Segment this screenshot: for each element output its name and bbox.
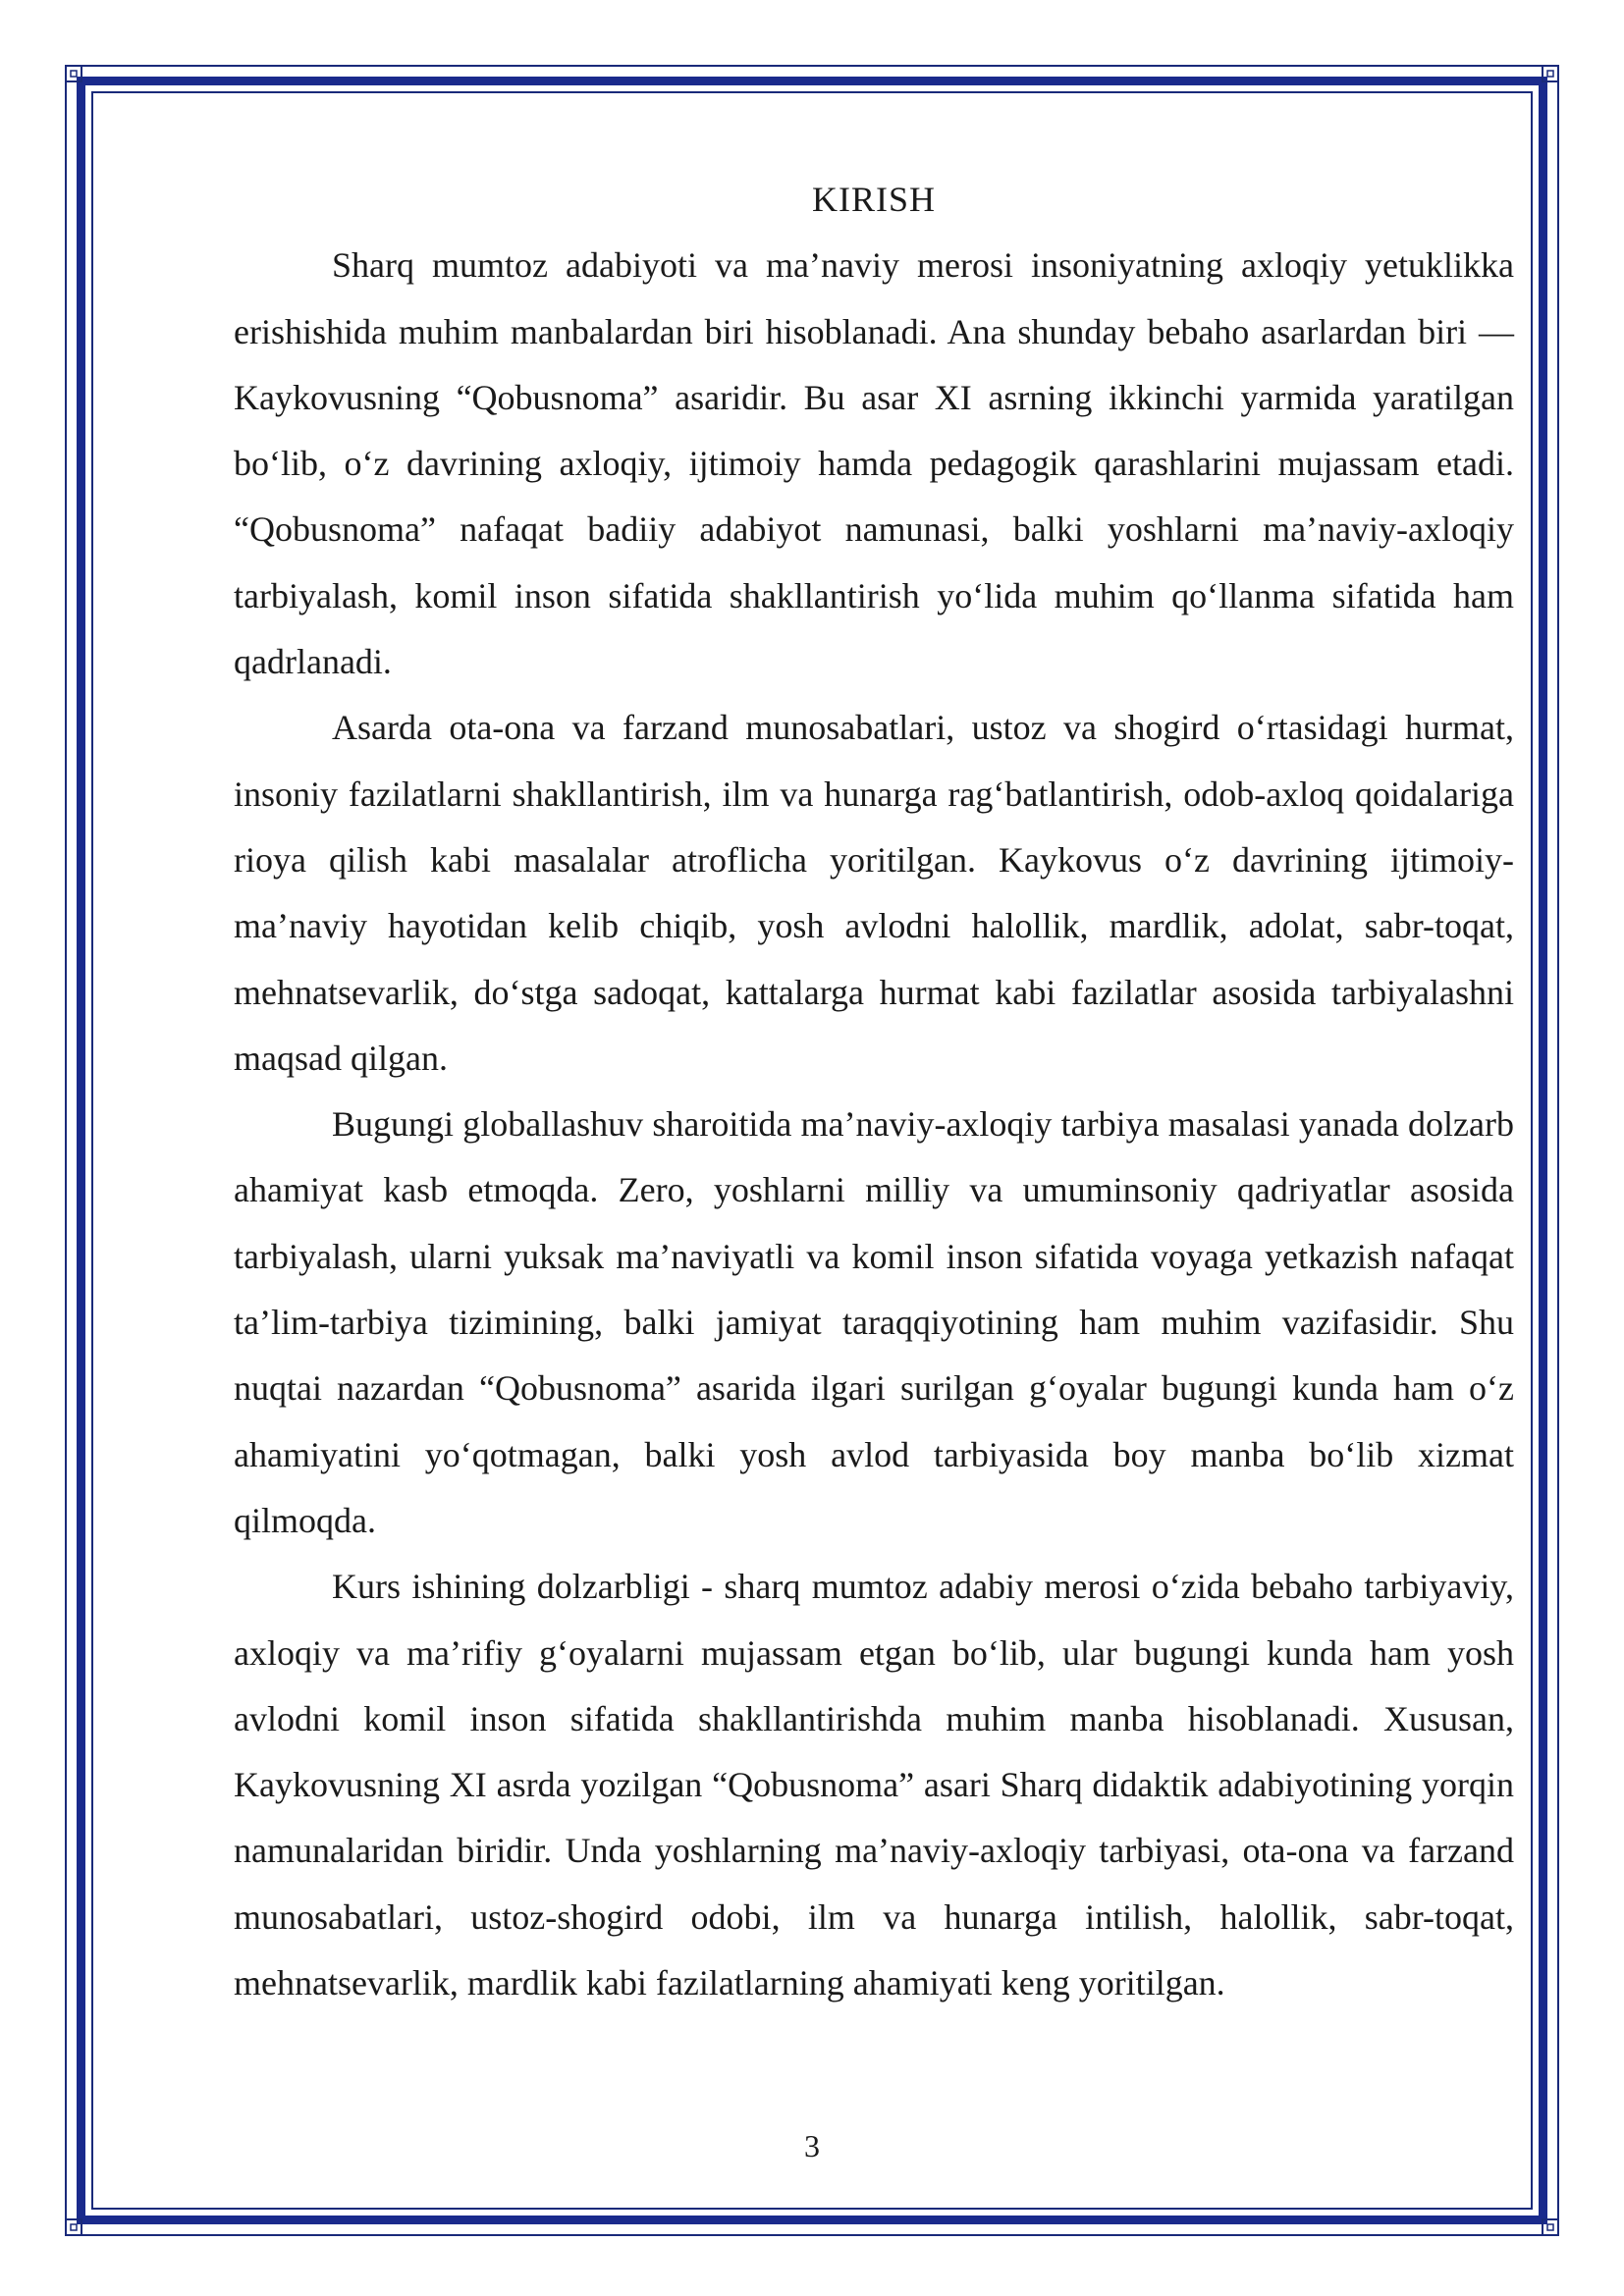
page-number: 3 [804,2128,820,2163]
corner-ornament-bottom-left [65,2207,94,2236]
corner-ornament-top-right [1530,65,1559,94]
page-title: KIRISH [811,180,936,219]
corner-ornament-top-left [65,65,94,94]
document-body [234,167,1514,2016]
paragraph-1: Sharq mumtoz adabiyoti va ma’naviy merosi insoniyatning axloqiy yetuklikka erishishida muhim manbalardan biri hisoblanadi. Ana shunday bebaho asarlardan biri — Kaykovusning “Qobusnoma” asaridir. Bu asar XI asrning ikkinchi yarmida yaratilgan bo‘lib, o‘z davrining axloqiy, ijtimoiy hamda pedagogik qarashlarini mujassam etadi. “Qobusnoma” nafaqat badiiy adabiyot namunasi, balki yoshlarni ma’naviy-axloqiy tarbiyalash, komil inson sifatida shakllantirish yo‘lida muhim qo‘llanma sifatida ham qadrlanadi. [234,245,1514,682]
paragraph-3: Bugungi globallashuv sharoitida ma’naviy-axloqiy tarbiya masalasi yanada dolzarb ahamiyat kasb etmoqda. Zero, yoshlarni milliy va umuminsoniy qadriyatlar asosida tarbiyalash, ularni yuksak ma’naviyatli va komil inson sifatida voyaga yetkazish nafaqat ta’lim-tarbiya tizimining, balki jamiyat taraqqiyotining ham muhim vazifasidir. Shu nuqtai nazardan “Qobusnoma” asarida ilgari surilgan g‘oyalar bugungi kunda ham o‘z ahamiyatini yo‘qotmagan, balki yosh avlod tarbiyasida boy manba bo‘lib xizmat qilmoqda. [234,1104,1514,1540]
paragraph-2: Asarda ota-ona va farzand munosabatlari, ustoz va shogird o‘rtasidagi hurmat, insoniy fazilatlarni shakllantirish, ilm va hunarga rag‘batlantirish, odob-axloq qoidalariga rioya qilish kabi masalalar atroflicha yoritilgan. Kaykovus o‘z davrining ijtimoiy-ma’naviy hayotidan kelib chiqib, yosh avlodni halollik, mardlik, adolat, sabr-toqat, mehnatsevarlik, do‘stga sadoqat, kattalarga hurmat kabi fazilatlar asosida tarbiyalashni maqsad qilgan. [234,708,1514,1078]
paragraph-4: Kurs ishining dolzarbligi - sharq mumtoz adabiy merosi o‘zida bebaho tarbiyaviy, axloqiy va ma’rifiy g‘oyalarni mujassam etgan bo‘lib, ular bugungi kunda ham yosh avlodni komil inson sifatida shakllantirishda muhim manba hisoblanadi. Xususan, Kaykovusning XI asrda yozilgan “Qobusnoma” asari Sharq didaktik adabiyotining yorqin namunalaridan biridir. Unda yoshlarning ma’naviy-axloqiy tarbiyasi, ota-ona va farzand munosabatlari, ustoz-shogird odobi, ilm va hunarga intilish, halollik, sabr-toqat, mehnatsevarlik, mardlik kabi fazilatlarning ahamiyati keng yoritilgan. [234,1567,1514,2003]
corner-ornament-bottom-right [1530,2207,1559,2236]
